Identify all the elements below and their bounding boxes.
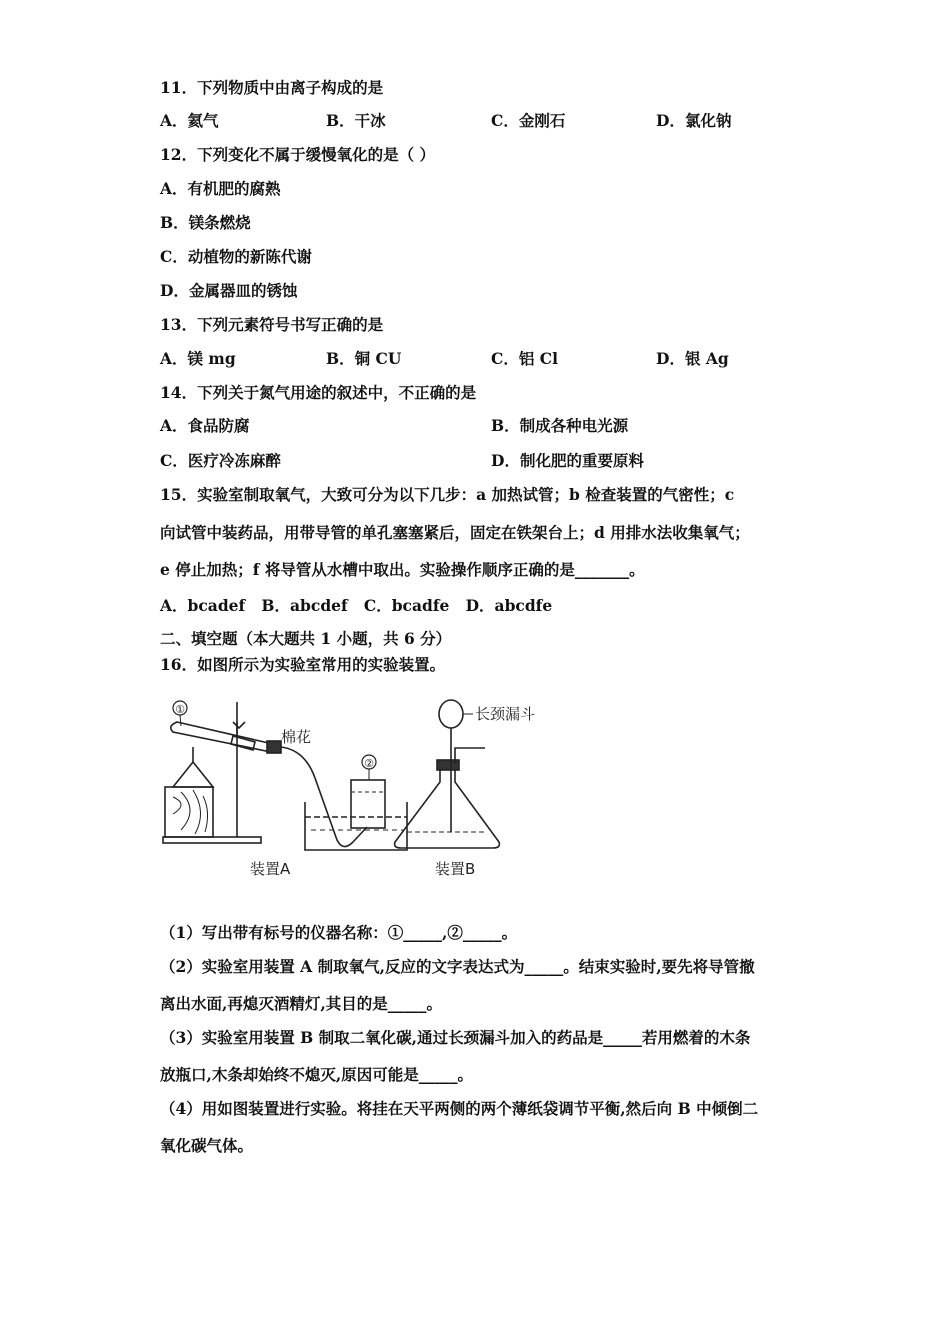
q16-part2-line1: （2）实验室用装置 A 制取氧气,反应的文字表达式为_____。结束实验时,要先将导管撤 bbox=[160, 957, 755, 976]
label-cotton: 棉花 bbox=[281, 728, 312, 746]
q13-stem: 13．下列元素符号书写正确的是 bbox=[160, 315, 384, 334]
q16-part1: （1）写出带有标号的仪器名称：①_____,②_____。 bbox=[160, 923, 518, 942]
q16-part3-line2: 放瓶口,木条却始终不熄灭,原因可能是_____。 bbox=[160, 1065, 474, 1084]
label-2: ② bbox=[364, 757, 374, 770]
q13-option-b: B．铜 CU bbox=[326, 349, 402, 368]
q12-option-b: B．镁条燃烧 bbox=[160, 213, 251, 232]
alcohol-lamp bbox=[173, 762, 213, 787]
q15-stem-line2: 向试管中装药品，用带导管的单孔塞塞紧后，固定在铁架台上；d 用排水法收集氧气； bbox=[160, 523, 750, 542]
q11-option-a: A．氦气 bbox=[160, 111, 219, 130]
q15-stem-line1: 15．实验室制取氧气，大致可分为以下几步：a 加热试管；b 检查装置的气密性；c bbox=[160, 485, 735, 504]
gas-collecting-bottle bbox=[351, 780, 385, 828]
q12-option-a: A．有机肥的腐熟 bbox=[160, 179, 281, 198]
q16-part4-line2: 氧化碳气体。 bbox=[160, 1136, 254, 1155]
label-1: ① bbox=[175, 703, 185, 716]
q11-stem: 11．下列物质中由离子构成的是 bbox=[160, 78, 384, 97]
stopper bbox=[267, 741, 281, 753]
q12-option-c: C．动植物的新陈代谢 bbox=[160, 247, 312, 266]
q14-option-d: D．制化肥的重要原料 bbox=[491, 451, 644, 470]
q11-option-b: B．干冰 bbox=[326, 111, 386, 130]
q14-option-b: B．制成各种电光源 bbox=[491, 416, 629, 435]
label-device-b: 装置B bbox=[435, 860, 476, 878]
q14-stem: 14．下列关于氮气用途的叙述中，不正确的是 bbox=[160, 383, 477, 402]
q13-option-d: D．银 Ag bbox=[656, 349, 729, 368]
q16-part2-line2: 离出水面,再熄灭酒精灯,其目的是_____。 bbox=[160, 994, 443, 1013]
conical-flask bbox=[395, 762, 500, 848]
q14-option-a: A．食品防腐 bbox=[160, 416, 250, 435]
q16-part4-line1: （4）用如图装置进行实验。将挂在天平两侧的两个薄纸袋调节平衡,然后向 B 中倾倒二 bbox=[160, 1099, 759, 1118]
q13-option-a: A．镁 mg bbox=[160, 349, 236, 368]
iron-stand-base bbox=[163, 837, 261, 843]
q15-options: A．bcadef B．abcdef C．bcadfe D．abcdfe bbox=[160, 596, 553, 615]
section-heading: 二、填空题（本大题共 1 小题，共 6 分） bbox=[160, 629, 452, 648]
label-funnel: 长颈漏斗 bbox=[475, 705, 536, 723]
q16-stem: 16．如图所示为实验室常用的实验装置。 bbox=[160, 655, 446, 674]
q11-option-d: D．氯化钠 bbox=[656, 111, 732, 130]
q16-part3-line1: （3）实验室用装置 B 制取二氧化碳,通过长颈漏斗加入的药品是_____若用燃着的木条 bbox=[160, 1028, 751, 1047]
delivery-tube bbox=[281, 747, 367, 847]
q11-option-c: C．金刚石 bbox=[491, 111, 566, 130]
q15-stem-line3: e 停止加热；f 将导管从水槽中取出。实验操作顺序正确的是_______。 bbox=[160, 560, 645, 579]
long-neck-funnel bbox=[439, 700, 463, 728]
q13-option-c: C．铝 Cl bbox=[491, 349, 558, 368]
q12-stem: 12．下列变化不属于缓慢氧化的是（ ） bbox=[160, 145, 435, 164]
q14-option-c: C．医疗冷冻麻醉 bbox=[160, 451, 281, 470]
test-tube bbox=[171, 722, 276, 752]
apparatus-figure bbox=[155, 692, 575, 887]
q12-option-d: D．金属器皿的锈蚀 bbox=[160, 281, 298, 300]
label-device-a: 装置A bbox=[250, 860, 291, 878]
water-trough bbox=[305, 802, 407, 850]
